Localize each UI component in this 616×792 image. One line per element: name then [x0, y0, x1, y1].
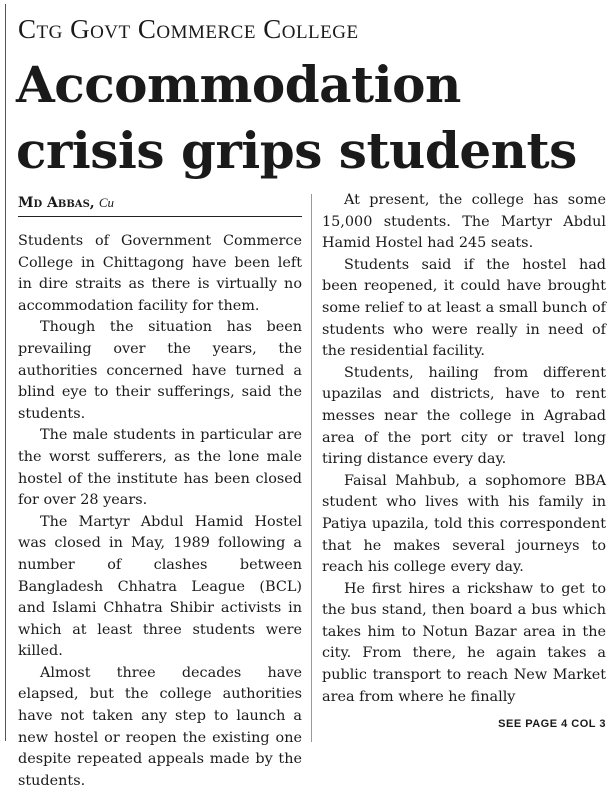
byline [18, 194, 302, 213]
paragraph: Students, hailing from different upazilas and districts, have to rent messes near the college in Agrabad area of the port city or travel long tiring distance every day. [322, 364, 606, 468]
paragraph: Students of Government Commerce College in Chittagong have been left in dire straits as there is virtually no accommodation facility for them. [18, 233, 302, 314]
byline-rule [18, 216, 302, 217]
paragraph: Students said if the hostel had been reopened, it could have brought some relief to at least a small bunch of students who were really in need of the residential facility. [322, 256, 606, 360]
column-divider [311, 194, 312, 742]
byline-author: Md Abbas, [18, 195, 95, 211]
paragraph: At present, the college has some 15,000 students. The Martyr Abdul Hamid Hostel had 245 seats. [322, 192, 606, 252]
paragraph: He first hires a rickshaw to get to the bus stand, then board a bus which takes him to Notun Bazar area in the city. From there, he again takes a public transport to reach New Market area from where he finally [322, 580, 606, 705]
section-kicker: Ctg Govt Commerce College [18, 14, 359, 44]
article-column-right [322, 190, 606, 708]
paragraph: Faisal Mahbub, a sophomore BBA student who lives with his family in Patiya upazila, told this correspondent that he makes several journeys to reach his college every day. [322, 472, 606, 576]
paragraph: The Martyr Abdul Hamid Hostel was closed in May, 1989 following a number of clashes between Bangladesh Chhatra League (BCL) and Islami Chhatra Shibir activists in which at least three students were killed. [18, 513, 302, 660]
continuation-jump: SEE PAGE 4 COL 3 [498, 718, 606, 730]
paragraph: Almost three decades have elapsed, but the college authorities have not taken any step to launch a new hostel or reopen the existing one despite repeated appeals made by the students. [18, 664, 302, 789]
headline: Accommodation crisis grips students [16, 55, 577, 180]
article-column-left [18, 231, 302, 792]
byline-credit: Cu [98, 195, 114, 210]
paragraph: The male students in particular are the worst sufferers, as the lone male hostel of the institute has been closed for over 28 years. [18, 427, 302, 509]
paragraph: Though the situation has been prevailing over the years, the authorities concerned have turned a blind eye to their sufferings, said the students. [18, 319, 302, 422]
page-edge-rule [5, 4, 6, 741]
